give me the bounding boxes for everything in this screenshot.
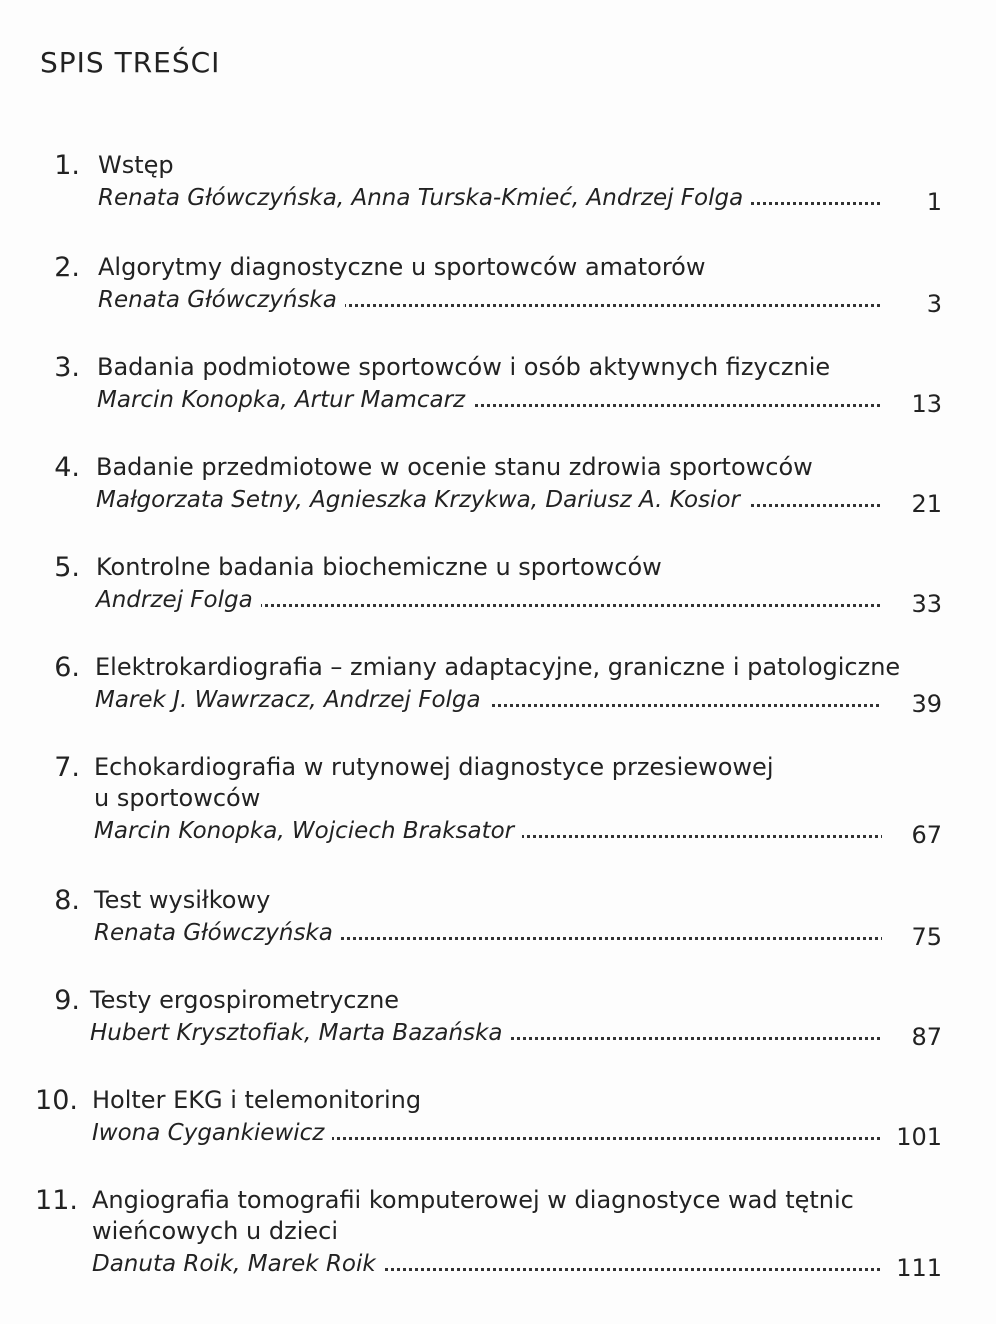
entry-title: wieńcowych u dzieci bbox=[92, 1217, 338, 1245]
entry-number: 6. bbox=[54, 652, 80, 683]
entry-number: 11. bbox=[35, 1185, 78, 1216]
entry-title: Badania podmiotowe sportowców i osób aktywnych fizycznie bbox=[97, 353, 831, 381]
entry-authors-row bbox=[98, 284, 942, 318]
entry-page-number: 3 bbox=[882, 288, 942, 320]
entry-body bbox=[98, 252, 942, 318]
entry-title: Elektrokardiografia – zmiany adaptacyjne, graniczne i patologiczne bbox=[95, 653, 901, 681]
entry-authors: Danuta Roik, Marek Roik bbox=[92, 1248, 384, 1280]
entry-page-number: 111 bbox=[882, 1252, 942, 1284]
entry-authors-row bbox=[96, 484, 942, 518]
page-title: SPIS TREŚCI bbox=[40, 46, 221, 79]
entry-title: u sportowców bbox=[94, 784, 261, 812]
entry-page-number: 87 bbox=[882, 1021, 942, 1053]
entry-authors-row bbox=[94, 815, 942, 849]
entry-number: 10. bbox=[35, 1085, 78, 1116]
entry-authors: Hubert Krysztofiak, Marta Bazańska bbox=[90, 1017, 510, 1049]
entry-body bbox=[94, 752, 942, 849]
entry-number: 4. bbox=[54, 452, 80, 483]
entry-authors-row bbox=[90, 1017, 942, 1051]
entry-authors: Marcin Konopka, Artur Mamcarz bbox=[97, 384, 473, 416]
entry-title: Test wysiłkowy bbox=[94, 886, 271, 914]
entry-number: 9. bbox=[54, 985, 80, 1016]
entry-body bbox=[92, 1085, 942, 1151]
entry-authors-row bbox=[95, 684, 942, 718]
entry-page-number: 39 bbox=[882, 688, 942, 720]
entry-authors-row bbox=[92, 1117, 942, 1151]
entry-body bbox=[96, 452, 942, 518]
entry-title: Algorytmy diagnostyczne u sportowców amatorów bbox=[98, 253, 706, 281]
entry-number: 1. bbox=[54, 150, 80, 181]
entry-body bbox=[90, 985, 942, 1051]
entry-body bbox=[96, 552, 942, 618]
entry-title: Wstęp bbox=[98, 151, 174, 179]
entry-authors: Renata Główczyńska bbox=[98, 284, 345, 316]
entry-number: 8. bbox=[54, 885, 80, 916]
entry-authors-row bbox=[94, 917, 942, 951]
entry-title: Holter EKG i telemonitoring bbox=[92, 1086, 422, 1114]
entry-authors-row bbox=[97, 384, 942, 418]
entry-page-number: 33 bbox=[882, 588, 942, 620]
entry-title: Angiografia tomografii komputerowej w diagnostyce wad tętnic bbox=[92, 1186, 854, 1214]
entry-title: Badanie przedmiotowe w ocenie stanu zdrowia sportowców bbox=[96, 453, 813, 481]
entry-body bbox=[98, 150, 942, 216]
entry-authors: Marcin Konopka, Wojciech Braksator bbox=[94, 815, 522, 847]
entry-authors: Andrzej Folga bbox=[96, 584, 261, 616]
entry-number: 5. bbox=[54, 552, 80, 583]
entry-body bbox=[95, 652, 942, 718]
entry-number: 2. bbox=[54, 252, 80, 283]
entry-title: Echokardiografia w rutynowej diagnostyce przesiewowej bbox=[94, 753, 774, 781]
entry-authors: Marek J. Wawrzacz, Andrzej Folga bbox=[95, 684, 489, 716]
entry-page-number: 75 bbox=[882, 921, 942, 953]
entry-authors: Małgorzata Setny, Agnieszka Krzykwa, Dariusz A. Kosior bbox=[96, 484, 748, 516]
entry-authors: Renata Główczyńska, Anna Turska-Kmieć, Andrzej Folga bbox=[98, 182, 751, 214]
entry-authors-row bbox=[98, 182, 942, 216]
entry-number: 7. bbox=[54, 752, 80, 783]
entry-title: Kontrolne badania biochemiczne u sportowców bbox=[96, 553, 662, 581]
entry-title: Testy ergospirometryczne bbox=[90, 986, 400, 1014]
entry-page-number: 67 bbox=[882, 819, 942, 851]
entry-body bbox=[94, 885, 942, 951]
entry-body bbox=[97, 352, 942, 418]
entry-authors: Renata Główczyńska bbox=[94, 917, 341, 949]
entry-page-number: 13 bbox=[882, 388, 942, 420]
entry-authors: Iwona Cygankiewicz bbox=[92, 1117, 332, 1149]
entry-authors-row bbox=[96, 584, 942, 618]
entry-page-number: 1 bbox=[882, 186, 942, 218]
entry-authors-row bbox=[92, 1248, 942, 1282]
entry-body bbox=[92, 1185, 942, 1282]
entry-page-number: 21 bbox=[882, 488, 942, 520]
entry-page-number: 101 bbox=[882, 1121, 942, 1153]
entry-number: 3. bbox=[54, 352, 80, 383]
